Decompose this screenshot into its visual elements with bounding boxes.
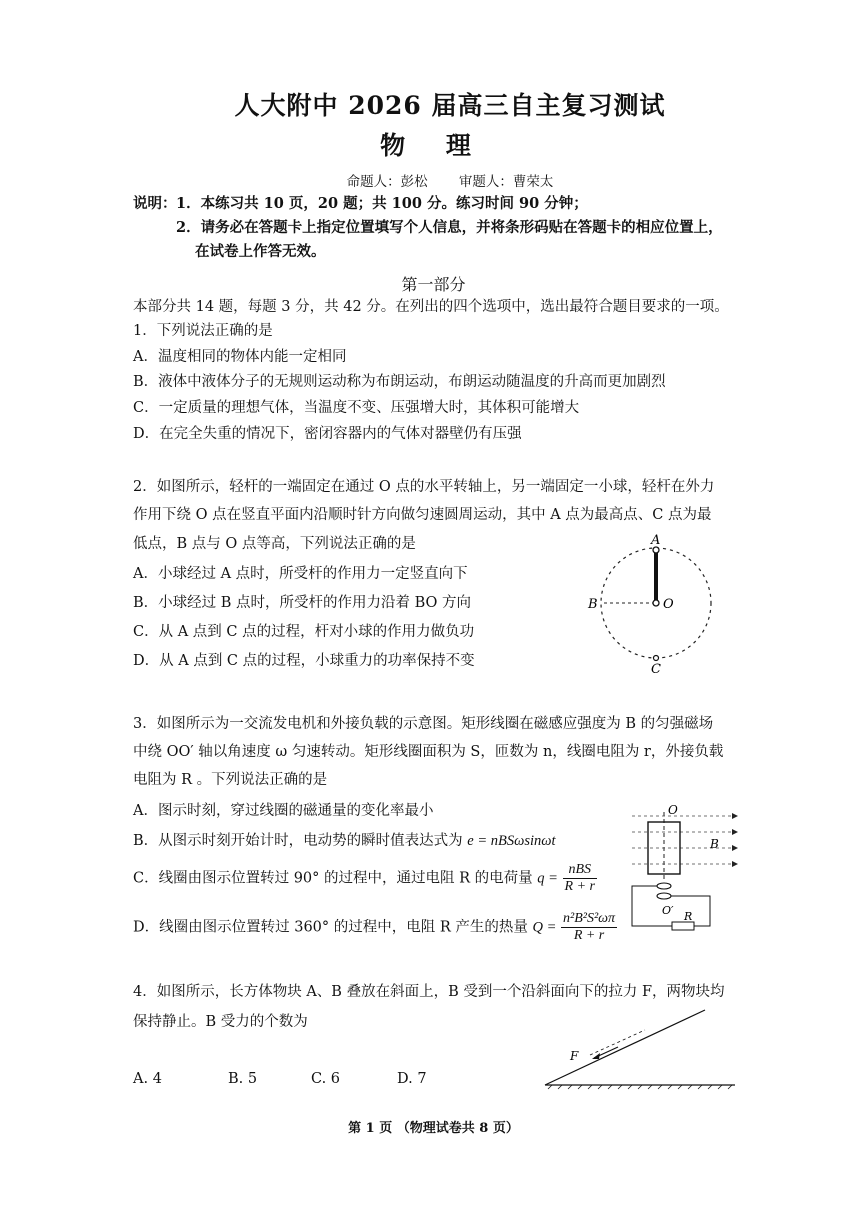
q2-label-a: A: [651, 533, 661, 548]
q3-option-d-numerator: n²B²S²ωπ: [563, 911, 616, 926]
q3-option-b-formula: e = nBSωsinωt: [467, 833, 556, 849]
q1-option-d: D．在完全失重的情况下，密闭容器内的气体对器壁仍有压强: [133, 426, 522, 442]
instruction-item-2-line1: 2．请务必在答题卡上指定位置填写个人信息，并将条形码贴在答题卡的相应位置上，: [176, 219, 723, 236]
q3-stem-line3: 电阻为 R 。下列说法正确的是: [133, 772, 328, 788]
q3-resistor: [672, 922, 694, 930]
q4-option-d: D. 7: [397, 1071, 427, 1087]
q3-generator-diagram: [622, 800, 742, 935]
q4-label-f: F: [570, 1049, 579, 1063]
instruction-item-1: 1．本练习共 10 页，20 题；共 100 分。练习时间 90 分钟；: [176, 195, 588, 212]
q3-option-c-lhs: q =: [537, 870, 558, 887]
q3-label-o: O: [668, 803, 678, 817]
q1-option-b: B．液体中液体分子的无规则运动称为布朗运动，布朗运动随温度的升高而更加剧烈: [133, 374, 666, 390]
part-one-title: 第一部分: [401, 275, 466, 294]
q3-option-c-fraction: [563, 862, 597, 895]
subject-title: 物 理: [380, 131, 487, 160]
q2-circle-diagram: [580, 530, 730, 680]
q3-option-d: [133, 911, 617, 944]
q3-label-o-prime: O′: [662, 904, 674, 917]
q4-option-a: A. 4: [133, 1071, 162, 1087]
q3-option-c: [133, 862, 597, 895]
q3-option-d-text: D．线圈由图示位置转过 360° 的过程中，电阻 R 产生的热量: [133, 919, 528, 936]
q4-stem-line2: 保持静止。B 受力的个数为: [133, 1014, 308, 1030]
q1-option-c: C．一定质量的理想气体，当温度不变、压强增大时，其体积可能增大: [133, 400, 580, 416]
q4-option-c: C. 6: [311, 1071, 341, 1087]
q3-slip-ring: [657, 893, 671, 899]
instructions-label: 说明：: [133, 195, 177, 212]
q2-option-d: D．从 A 点到 C 点的过程，小球重力的功率保持不变: [133, 653, 475, 669]
q4-stem-line1: 4．如图所示，长方体物块 A、B 叠放在斜面上，B 受到一个沿斜面向下的拉力 F，两物块均: [133, 984, 725, 1000]
page-footer: 第 1 页 （物理试卷共 8 页）: [348, 1121, 519, 1136]
q1-option-a: A．温度相同的物体内能一定相同: [133, 349, 347, 365]
q2-label-b: B: [588, 597, 598, 612]
q4-incline-surface: [545, 1010, 705, 1085]
q3-stem-line2: 中绕 OO′ 轴以角速度 ω 匀速转动。矩形线圈面积为 S，匝数为 n，线圈电阻为 r，外接负载: [133, 744, 724, 760]
q3-option-c-text: C．线圈由图示位置转过 90° 的过程中，通过电阻 R 的电荷量: [133, 870, 533, 887]
q3-field-arrow: [732, 813, 738, 819]
q2-label-o: O: [663, 597, 674, 612]
q3-label-b: B: [710, 837, 719, 851]
q3-field-arrow: [732, 845, 738, 851]
q2-stem-line1: 2．如图所示，轻杆的一端固定在通过 O 点的水平转轴上，另一端固定一小球，轻杆在外力: [133, 479, 715, 495]
q1-stem: 1．下列说法正确的是: [133, 323, 273, 339]
q3-field-arrow: [732, 829, 738, 835]
q3-option-b: [133, 831, 556, 851]
q2-label-c: C: [651, 662, 661, 677]
q4-option-b: B. 5: [228, 1071, 258, 1087]
q3-slip-ring: [657, 883, 671, 889]
q2-stem-line3: 低点，B 点与 O 点等高，下列说法正确的是: [133, 536, 416, 552]
part-one-intro: 本部分共 14 题，每题 3 分，共 42 分。在列出的四个选项中，选出最符合题目要求的一项。: [133, 299, 729, 315]
authors-line: 命题人：彭松 审题人：曹荣太: [346, 174, 554, 190]
q3-stem-line1: 3．如图所示为一交流发电机和外接负载的示意图。矩形线圈在磁感应强度为 B 的匀强磁场: [133, 716, 714, 732]
q3-option-a: A．图示时刻，穿过线圈的磁通量的变化率最小: [133, 803, 434, 819]
instruction-item-2-line2: 在试卷上作答无效。: [195, 243, 326, 260]
q2-option-a: A．小球经过 A 点时，所受杆的作用力一定竖直向下: [133, 566, 468, 582]
q2-option-b: B．小球经过 B 点时，所受杆的作用力沿着 BO 方向: [133, 595, 472, 611]
q2-point-c-marker: [654, 656, 659, 661]
exam-title: 人大附中 2026 届高三自主复习测试: [234, 91, 666, 120]
q2-pivot: [653, 600, 659, 606]
q3-option-b-text: B．从图示时刻开始计时，电动势的瞬时值表达式为: [133, 833, 463, 849]
q3-option-d-lhs: Q =: [532, 919, 557, 936]
q2-option-c: C．从 A 点到 C 点的过程，杆对小球的作用力做负功: [133, 624, 475, 640]
q3-label-r: R: [684, 910, 693, 923]
q3-option-d-fraction: [561, 911, 617, 944]
q4-incline-diagram: [540, 1005, 740, 1095]
q3-option-c-denominator: R + r: [564, 879, 595, 894]
q3-option-d-denominator: R + r: [573, 928, 605, 943]
q2-stem-line2: 作用下绕 O 点在竖直平面内沿顺时针方向做匀速圆周运动，其中 A 点为最高点、C 点为最: [133, 507, 712, 523]
q3-field-arrow: [732, 861, 738, 867]
q4-force-arrowhead: [592, 1053, 600, 1059]
q3-option-c-numerator: nBS: [563, 862, 597, 879]
